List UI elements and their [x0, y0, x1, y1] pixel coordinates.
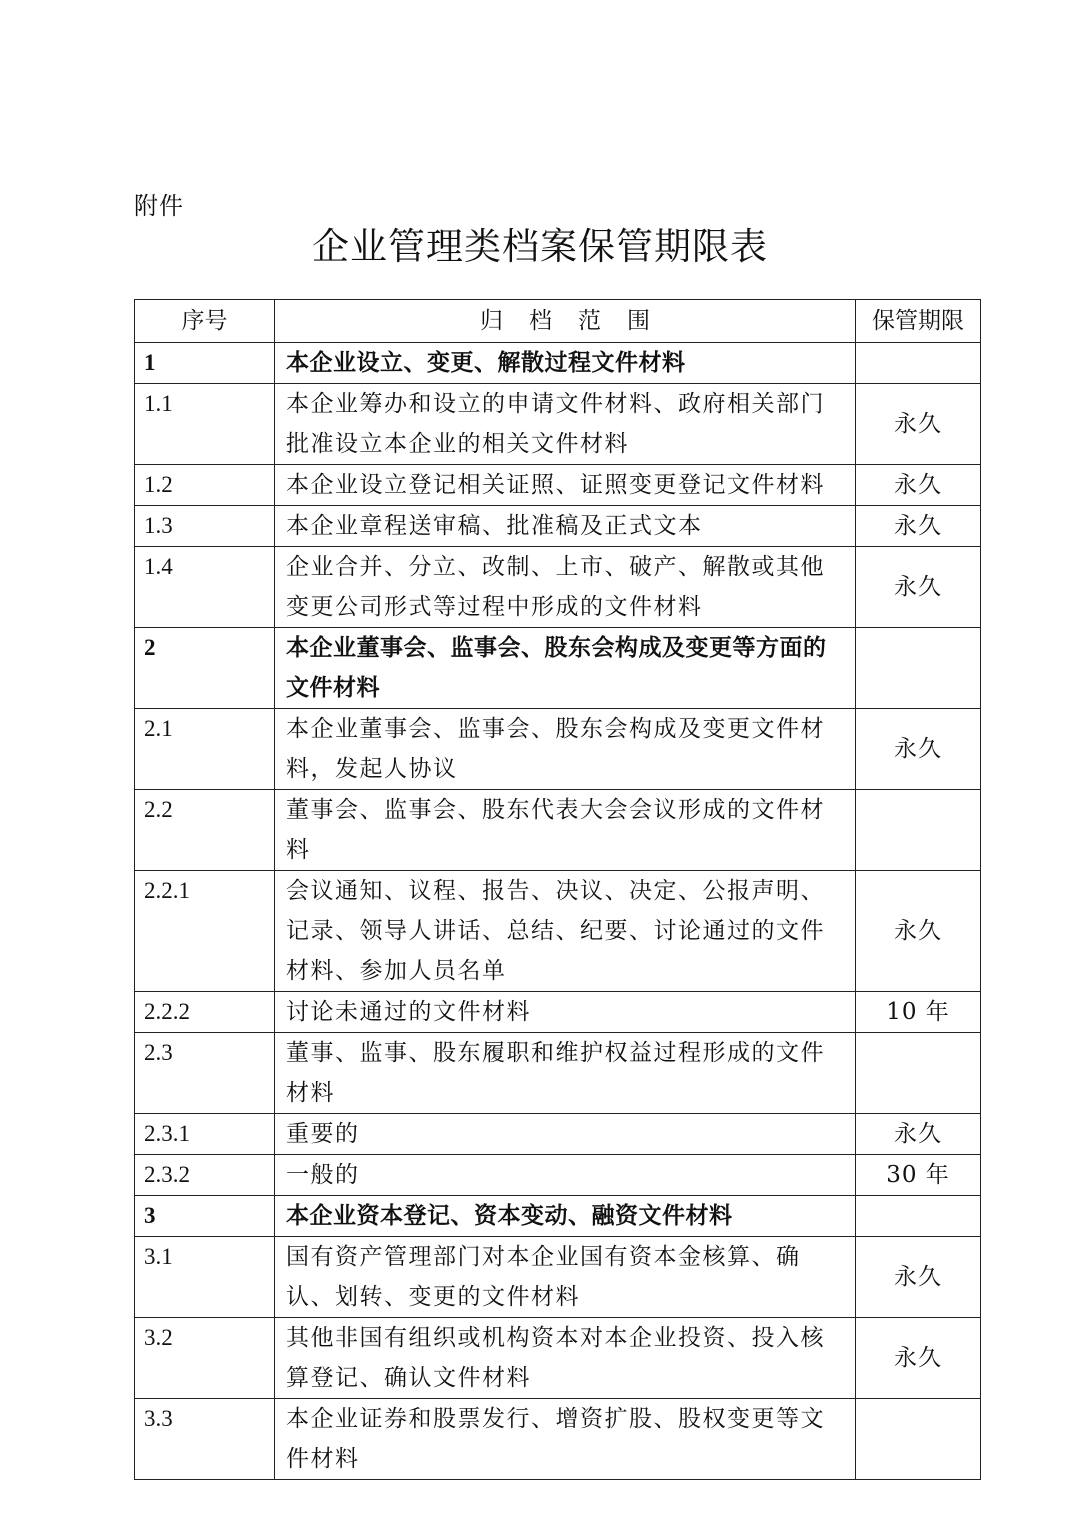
row-term: [856, 1399, 981, 1480]
row-scope: 本企业筹办和设立的申请文件材料、政府相关部门批准设立本企业的相关文件材料: [275, 384, 856, 465]
row-term: [856, 628, 981, 709]
row-term: [856, 790, 981, 871]
row-term: 永久: [856, 384, 981, 465]
table-row: [135, 1033, 981, 1114]
row-scope: 本企业设立登记相关证照、证照变更登记文件材料: [275, 465, 856, 506]
row-term: 永久: [856, 1237, 981, 1318]
row-seq: 2.3.2: [135, 1155, 275, 1196]
row-scope: 企业合并、分立、改制、上市、破产、解散或其他变更公司形式等过程中形成的文件材料: [275, 547, 856, 628]
row-term: 30 年: [856, 1155, 981, 1196]
row-seq: 3.2: [135, 1318, 275, 1399]
header-seq: 序号: [135, 300, 275, 343]
row-term: 永久: [856, 506, 981, 547]
row-scope: 本企业董事会、监事会、股东会构成及变更等方面的文件材料: [275, 628, 856, 709]
row-seq: 1.2: [135, 465, 275, 506]
section-row: [135, 1196, 981, 1237]
row-scope: 国有资产管理部门对本企业国有资本金核算、确认、划转、变更的文件材料: [275, 1237, 856, 1318]
row-seq: 1.4: [135, 547, 275, 628]
header-scope: 归档范围: [275, 300, 856, 343]
row-scope: 本企业设立、变更、解散过程文件材料: [275, 343, 856, 384]
table-row: [135, 1318, 981, 1399]
row-seq: 2.1: [135, 709, 275, 790]
section-row: [135, 343, 981, 384]
table-row: [135, 1237, 981, 1318]
row-scope: 本企业章程送审稿、批准稿及正式文本: [275, 506, 856, 547]
row-scope: 一般的: [275, 1155, 856, 1196]
header-term: 保管期限: [856, 300, 981, 343]
table-body: [135, 343, 981, 1480]
row-term: [856, 1033, 981, 1114]
row-scope: 讨论未通过的文件材料: [275, 992, 856, 1033]
table-row: [135, 384, 981, 465]
row-seq: 1.1: [135, 384, 275, 465]
row-term: 10 年: [856, 992, 981, 1033]
row-scope: 本企业资本登记、资本变动、融资文件材料: [275, 1196, 856, 1237]
row-term: 永久: [856, 547, 981, 628]
section-row: [135, 628, 981, 709]
table-row: [135, 1155, 981, 1196]
table-row: [135, 709, 981, 790]
row-term: 永久: [856, 871, 981, 992]
attachment-label: 附件: [134, 192, 184, 220]
row-seq: 1.3: [135, 506, 275, 547]
row-seq: 3.3: [135, 1399, 275, 1480]
row-seq: 3.1: [135, 1237, 275, 1318]
row-seq: 3: [135, 1196, 275, 1237]
table-row: [135, 992, 981, 1033]
row-term: 永久: [856, 1114, 981, 1155]
row-scope: 其他非国有组织或机构资本对本企业投资、投入核算登记、确认文件材料: [275, 1318, 856, 1399]
table-row: [135, 871, 981, 992]
row-term: [856, 343, 981, 384]
row-scope: 董事会、监事会、股东代表大会会议形成的文件材料: [275, 790, 856, 871]
table-row: [135, 547, 981, 628]
table-row: [135, 790, 981, 871]
row-seq: 1: [135, 343, 275, 384]
retention-table: [134, 299, 981, 1480]
table-row: [135, 1114, 981, 1155]
row-seq: 2.3.1: [135, 1114, 275, 1155]
row-term: [856, 1196, 981, 1237]
row-term: 永久: [856, 709, 981, 790]
row-seq: 2.2.2: [135, 992, 275, 1033]
row-seq: 2: [135, 628, 275, 709]
table-row: [135, 465, 981, 506]
row-scope: 董事、监事、股东履职和维护权益过程形成的文件材料: [275, 1033, 856, 1114]
row-term: 永久: [856, 1318, 981, 1399]
row-term: 永久: [856, 465, 981, 506]
table-row: [135, 1399, 981, 1480]
table-row: [135, 506, 981, 547]
table-header-row: [135, 300, 981, 343]
row-scope: 本企业董事会、监事会、股东会构成及变更文件材料，发起人协议: [275, 709, 856, 790]
page-title: 企业管理类档案保管期限表: [312, 225, 768, 268]
row-scope: 会议通知、议程、报告、决议、决定、公报声明、记录、领导人讲话、总结、纪要、讨论通过的文件材料、参加人员名单: [275, 871, 856, 992]
row-seq: 2.3: [135, 1033, 275, 1114]
row-seq: 2.2.1: [135, 871, 275, 992]
row-scope: 本企业证券和股票发行、增资扩股、股权变更等文件材料: [275, 1399, 856, 1480]
row-scope: 重要的: [275, 1114, 856, 1155]
row-seq: 2.2: [135, 790, 275, 871]
